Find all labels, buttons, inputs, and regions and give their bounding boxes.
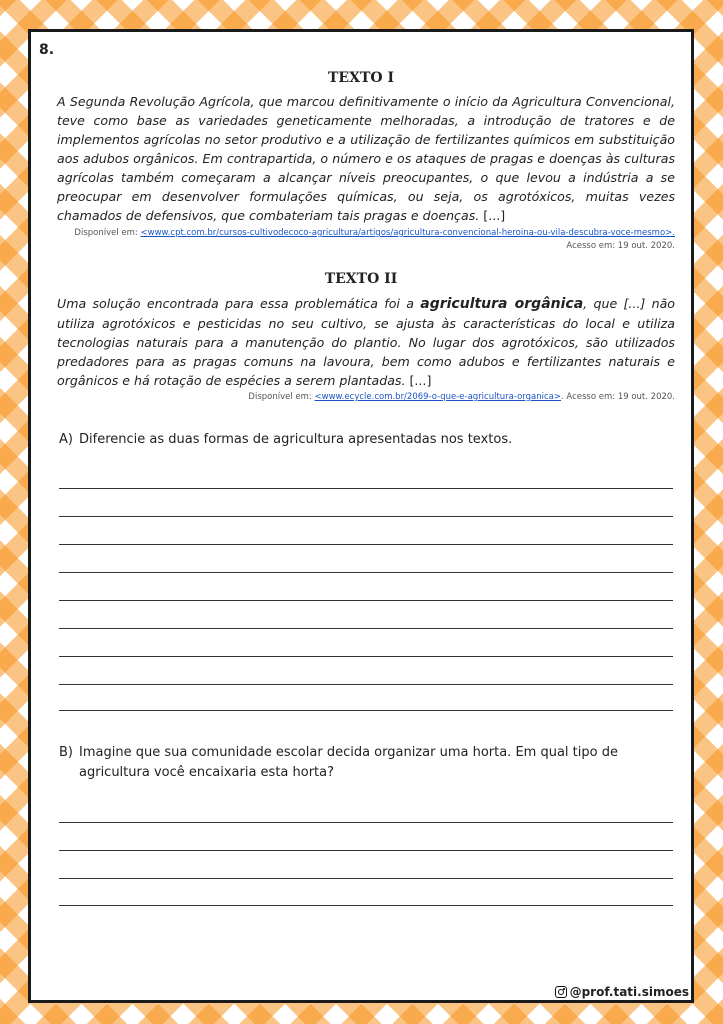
texto1-source [74, 227, 675, 253]
answer-line-b1[interactable] [59, 822, 673, 823]
texto2-source-prefix: Disponível em: [248, 392, 312, 402]
answer-line-b4[interactable] [59, 905, 673, 906]
answer-line-a4[interactable] [59, 572, 673, 573]
texto2-title: TEXTO II [324, 271, 398, 287]
texto2-body [57, 294, 675, 390]
texto1-access: Acesso em: 19 out. 2020. [566, 241, 675, 251]
question-a-letter: A) [59, 432, 73, 447]
question-a [59, 430, 679, 450]
texto2-source-suffix: . Acesso em: 19 out. 2020. [561, 392, 675, 402]
answer-line-b2[interactable] [59, 850, 673, 851]
texto2-text-before: Uma solução encontrada para essa problemática foi a [57, 296, 414, 311]
texto1-source-link[interactable]: <www.cpt.com.br/cursos-cultivodecoco-agricultura/artigos/agricultura-convencional-heroina-ou-vila-descubra-voce-mesmo>. [140, 228, 675, 238]
question-number: 8. [39, 42, 55, 58]
texto1-text: A Segunda Revolução Agrícola, que marcou definitivamente o início da Agricultura Convencional, teve como base as variedades geneticamente melhoradas, a introdução de tratores e de implementos agrícolas no setor produtivo e a utilização de fertilizantes químicos em substituição aos adubos orgânicos. Em contrapartida, o número e os ataques de pragas e doenças às culturas agrícolas também começaram a alcançar níveis preocupantes, o que levou a indústria a se preocupar em desenvolver formulações químicas, ou seja, os agrotóxicos, muitas vezes chamados de defensivos, que combateriam tais pragas e doenças. [57, 94, 675, 223]
answer-line-a8[interactable] [59, 684, 673, 685]
instagram-icon [555, 986, 567, 998]
question-b-text: Imagine que sua comunidade escolar decida organizar uma horta. Em qual tipo de agricultura você encaixaria esta horta? [79, 745, 618, 780]
texto2-source-link[interactable]: <www.ecycle.com.br/2069-o-que-e-agricultura-organica> [314, 392, 562, 402]
texto2-text-after: , que [...] não utiliza agrotóxicos e pesticidas no seu cultivo, se ajusta às características do local e utiliza tecnologias naturais para a manutenção do plantio. No lugar dos agrotóxicos, são utilizados predadores para as pragas comuns na lavoura, bem como adubos e fertilizantes naturais e orgânicos e há rotação de espécies a serem plantadas. [57, 296, 676, 388]
answer-line-a9[interactable] [59, 710, 673, 711]
credit-handle: @prof.tati.simoes [569, 985, 689, 999]
texto2-source [248, 391, 675, 404]
texto1-body [57, 92, 675, 225]
worksheet-page [28, 29, 694, 1003]
answer-line-a7[interactable] [59, 656, 673, 657]
answer-line-b3[interactable] [59, 878, 673, 879]
answer-line-a1[interactable] [59, 488, 673, 489]
answer-line-a2[interactable] [59, 516, 673, 517]
question-a-text: Diferencie as duas formas de agricultura apresentadas nos textos. [79, 432, 513, 447]
texto1-title: TEXTO I [328, 70, 394, 86]
author-credit [555, 985, 689, 999]
answer-line-a6[interactable] [59, 628, 673, 629]
answer-line-a5[interactable] [59, 600, 673, 601]
answer-line-a3[interactable] [59, 544, 673, 545]
question-b-letter: B) [59, 745, 73, 760]
texto2-ellipsis: [...] [409, 373, 432, 388]
texto1-source-prefix: Disponível em: [74, 228, 138, 238]
question-b [59, 743, 679, 783]
texto1-ellipsis: [...] [483, 208, 506, 223]
texto2-highlight: agricultura orgânica [420, 296, 584, 312]
